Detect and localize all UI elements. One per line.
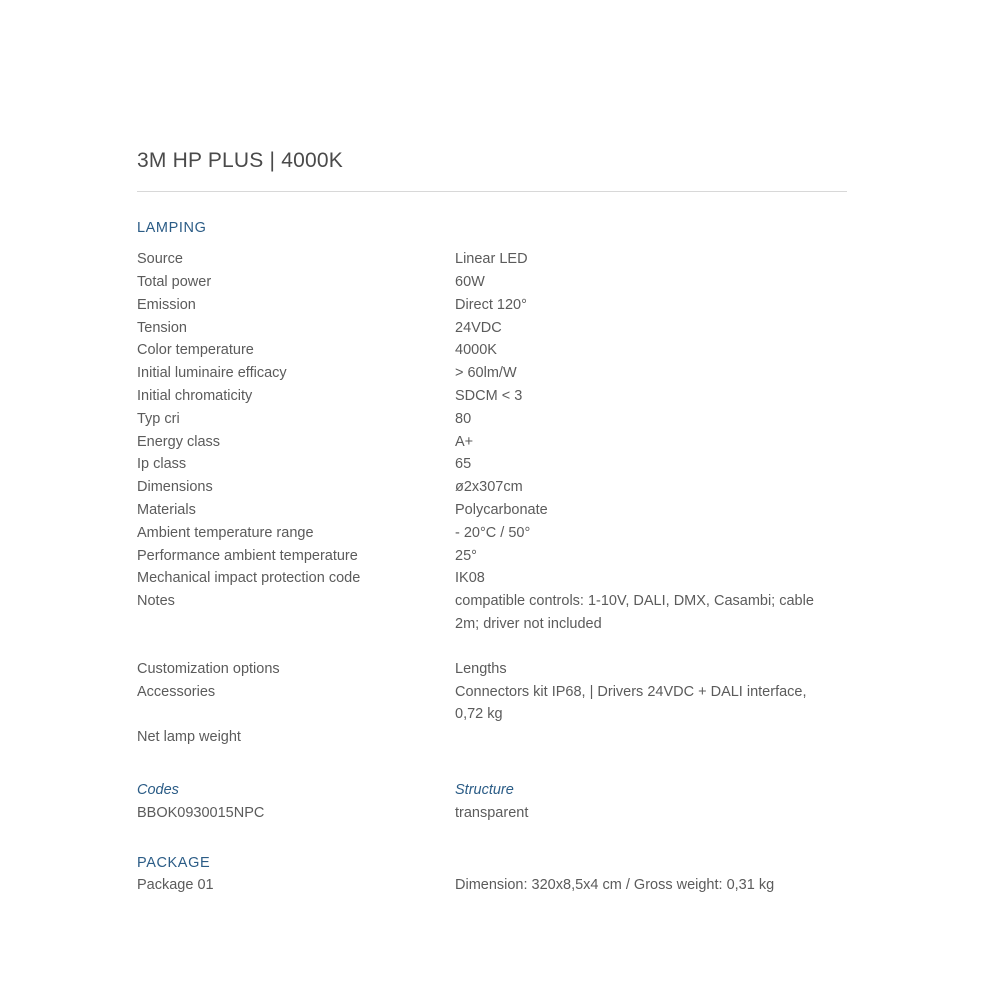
- spec-row: [137, 681, 847, 727]
- spec-value: 24VDC: [455, 319, 502, 336]
- spec-row: [137, 658, 847, 681]
- document-content: [137, 148, 847, 896]
- spec-row: [137, 271, 847, 294]
- spec-value: Polycarbonate: [455, 501, 548, 518]
- code-value: BBOK0930015NPC: [137, 804, 265, 821]
- spec-value: Linear LED: [455, 251, 528, 268]
- spec-label: Total power: [137, 273, 212, 290]
- spec-label: Source: [137, 251, 183, 268]
- section-heading-lamping: LAMPING: [137, 220, 207, 237]
- spec-label: Initial chromaticity: [137, 387, 253, 404]
- spec-label: Mechanical impact protection code: [137, 570, 361, 587]
- spec-label: Energy class: [137, 433, 221, 450]
- spec-value: - 20°C / 50°: [455, 524, 531, 541]
- spec-value: SDCM < 3: [455, 387, 523, 404]
- spacer: [137, 749, 847, 779]
- spec-value: Direct 120°: [455, 296, 527, 313]
- spec-row: [137, 294, 847, 317]
- spec-label: Net lamp weight: [137, 729, 241, 746]
- codes-heading-label: Codes: [137, 781, 179, 798]
- spec-row: [137, 499, 847, 522]
- spec-label: Materials: [137, 501, 196, 518]
- title-divider: [137, 191, 847, 192]
- spec-label: Customization options: [137, 660, 280, 677]
- spec-value: 4000K: [455, 342, 497, 359]
- spec-value: Connectors kit IP68, | Drivers 24VDC + DALI interface, 0,72 kg: [455, 683, 807, 723]
- spec-row: [137, 317, 847, 340]
- spec-label: Color temperature: [137, 342, 254, 359]
- spec-row: [137, 362, 847, 385]
- spec-value: 60W: [455, 273, 485, 290]
- spec-value: Lengths: [455, 660, 507, 677]
- spacer: [137, 825, 847, 855]
- spec-value: Dimension: 320x8,5x4 cm / Gross weight: 0,31 kg: [455, 876, 775, 893]
- spec-row: [137, 248, 847, 271]
- spacer: [137, 636, 847, 658]
- spec-row: [137, 802, 847, 825]
- spec-label: Initial luminaire efficacy: [137, 365, 287, 382]
- spec-value: 65: [455, 456, 472, 473]
- spec-value: ø2x307cm: [455, 479, 523, 496]
- spec-row: [137, 567, 847, 590]
- spec-label: Ambient temperature range: [137, 524, 314, 541]
- codes-heading-row: [137, 779, 847, 802]
- lamping-section: [137, 220, 847, 749]
- spec-value: 25°: [455, 547, 477, 564]
- spec-label: Emission: [137, 296, 196, 313]
- spec-label: Dimensions: [137, 479, 213, 496]
- spec-row: [137, 522, 847, 545]
- spec-label: Typ cri: [137, 410, 180, 427]
- page-title: 3M HP PLUS | 4000K: [137, 149, 343, 172]
- structure-value: transparent: [455, 804, 529, 821]
- spec-row: [137, 545, 847, 568]
- spec-label: Tension: [137, 319, 187, 336]
- spec-row: [137, 431, 847, 454]
- spec-value: compatible controls: 1-10V, DALI, DMX, Casambi; cable 2m; driver not included: [455, 593, 814, 632]
- spec-label: Ip class: [137, 456, 187, 473]
- spec-label: Performance ambient temperature: [137, 547, 358, 564]
- spec-value: A+: [455, 433, 474, 450]
- spec-row: [137, 590, 847, 636]
- spec-value: 80: [455, 410, 472, 427]
- spec-row: [137, 385, 847, 408]
- spec-row: [137, 874, 847, 897]
- spec-value: > 60lm/W: [455, 365, 517, 382]
- section-heading-package: PACKAGE: [137, 854, 211, 871]
- spec-row: [137, 726, 847, 749]
- spec-value: IK08: [455, 570, 485, 587]
- package-section: [137, 855, 847, 897]
- spec-row: [137, 408, 847, 431]
- codes-section: [137, 779, 847, 825]
- spec-row: [137, 339, 847, 362]
- spec-row: [137, 453, 847, 476]
- spec-label: Notes: [137, 593, 175, 610]
- spec-label: Package 01: [137, 876, 214, 893]
- spec-label: Accessories: [137, 683, 216, 700]
- structure-heading-label: Structure: [455, 781, 514, 798]
- spec-row: [137, 476, 847, 499]
